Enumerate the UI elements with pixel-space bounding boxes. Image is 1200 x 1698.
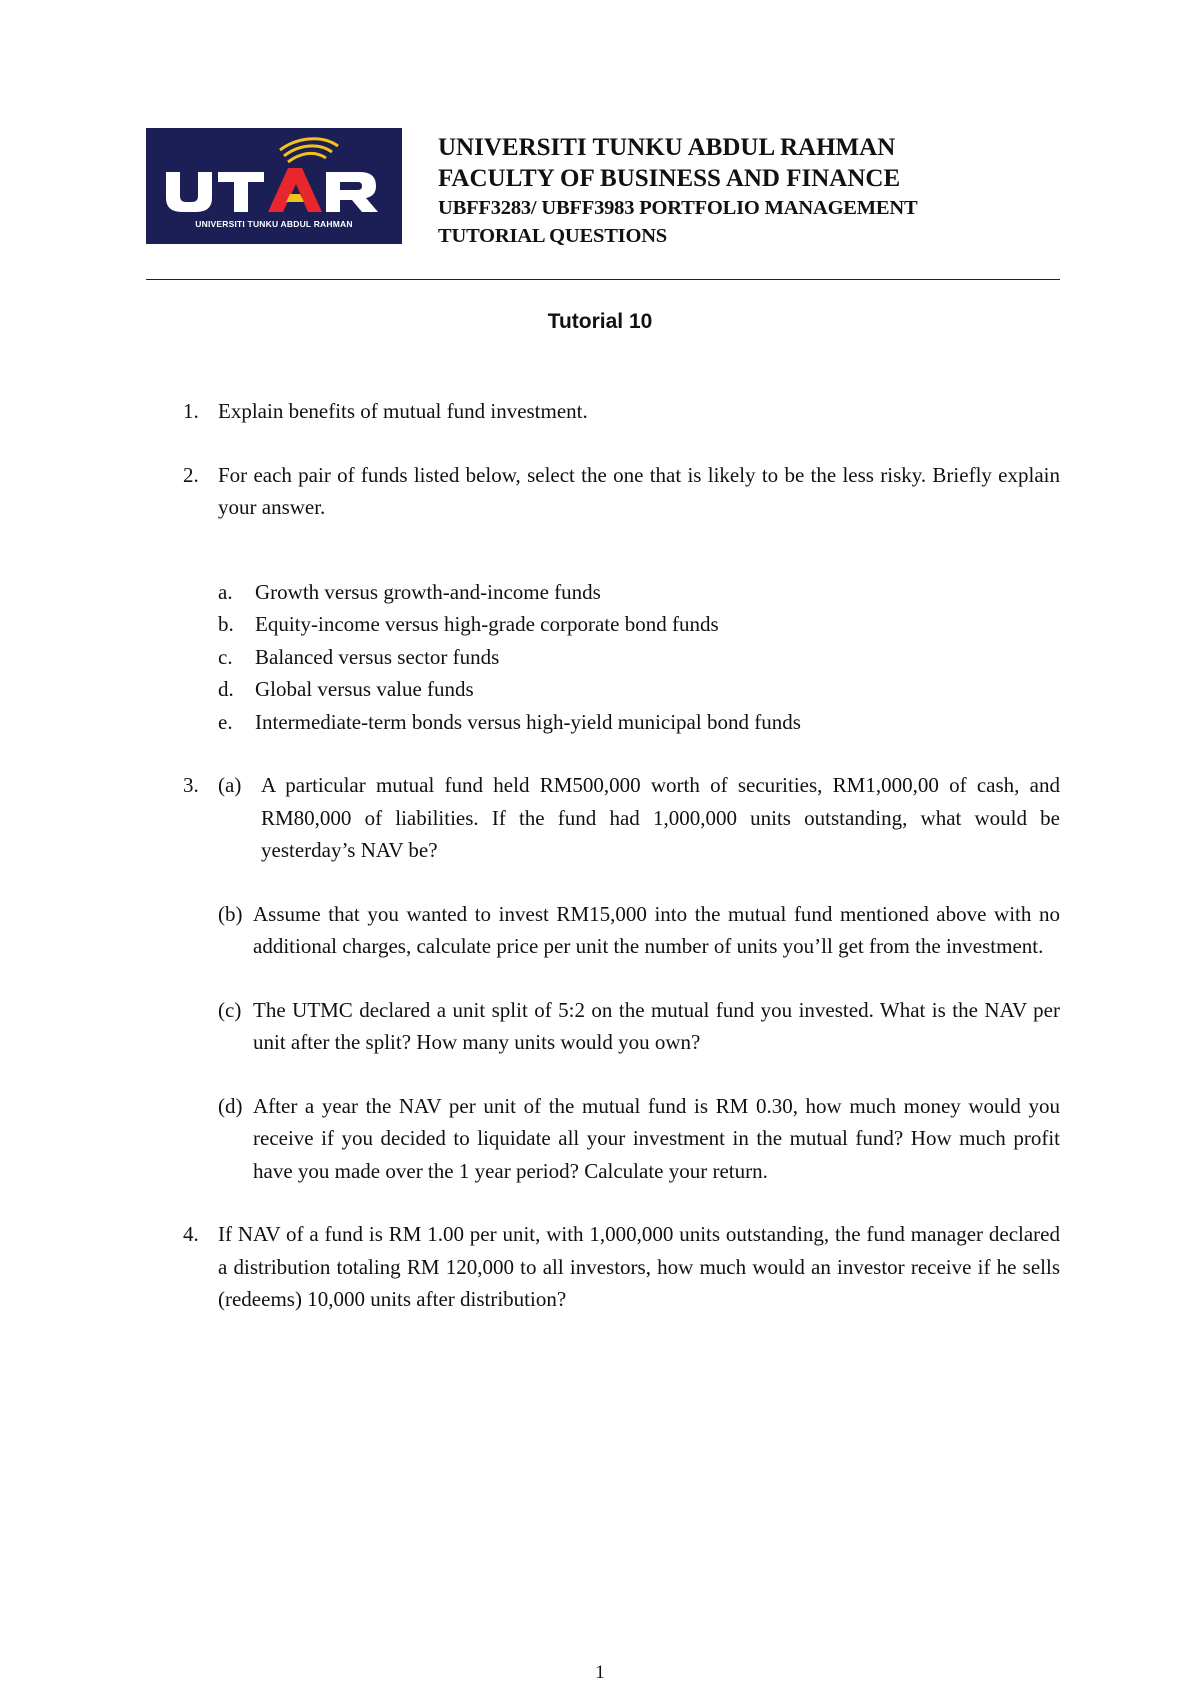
item-text: Balanced versus sector funds <box>255 644 500 669</box>
list-item <box>146 673 1060 706</box>
part-text: A particular mutual fund held RM500,000 worth of securities, RM1,000,00 of cash, and RM80,000 of liabilities. If the fund had 1,000,000 units outstanding, what would be yesterday’s NAV be? <box>261 773 1060 862</box>
item-letter: c. <box>218 644 233 669</box>
part-label: (a) <box>218 773 242 797</box>
item-text: Growth versus growth-and-income funds <box>255 579 601 604</box>
header-divider <box>146 279 1060 280</box>
item-text: Equity-income versus high-grade corporate bond funds <box>255 612 719 636</box>
question-number: 1. <box>183 399 199 423</box>
logo-subtext: UNIVERSITI TUNKU ABDUL RAHMAN <box>195 219 353 229</box>
document-header <box>146 128 1058 248</box>
question-4 <box>146 1218 1060 1316</box>
item-letter: d. <box>218 677 234 701</box>
list-item <box>146 706 1060 739</box>
question-3 <box>146 769 1060 1187</box>
institution-block <box>438 132 1058 250</box>
document-type: TUTORIAL QUESTIONS <box>438 225 668 247</box>
item-text: Intermediate-term bonds versus high-yield municipal bond funds <box>255 709 801 734</box>
part-text: Assume that you wanted to invest RM15,000 into the mutual fund mentioned above with no additional charges, calculate price per unit the number of units you’ll get from the investment. <box>253 901 1060 958</box>
utar-logo <box>146 128 402 244</box>
question-2 <box>146 459 1060 524</box>
part-text: The UTMC declared a unit split of 5:2 on the mutual fund you invested. What is the NAV per unit after the split? How many units would you own? <box>253 997 1060 1054</box>
questions-body <box>146 395 1060 1316</box>
question-number: 3. <box>183 773 199 797</box>
question-text: For each pair of funds listed below, select the one that is likely to be the less risky. Briefly explain your answer. <box>218 462 1060 519</box>
list-item <box>146 641 1060 674</box>
part-label: (b) <box>218 901 243 926</box>
question-3c <box>146 994 1060 1059</box>
tutorial-title: Tutorial 10 <box>547 310 653 333</box>
question-1 <box>146 395 1060 428</box>
part-label: (c) <box>218 997 242 1022</box>
item-letter: e. <box>218 709 233 734</box>
question-text: Explain benefits of mutual fund investment. <box>218 399 588 423</box>
question-number: 2. <box>183 462 199 487</box>
question-3a <box>146 769 1060 867</box>
question-number: 4. <box>183 1222 199 1246</box>
part-label: (d) <box>218 1093 243 1118</box>
list-item <box>146 576 1060 609</box>
page-number: 1 <box>595 1662 605 1683</box>
item-letter: a. <box>218 579 233 604</box>
question-text: If NAV of a fund is RM 1.00 per unit, with 1,000,000 units outstanding, the fund manager declared a distribution totaling RM 120,000 to all investors, how much would an investor receive if he sells (redeems) 10,000 units after distribution? <box>218 1222 1060 1311</box>
university-name: UNIVERSITI TUNKU ABDUL RAHMAN <box>438 134 896 161</box>
question-3b <box>146 898 1060 963</box>
fund-pairs-list <box>146 576 1060 739</box>
faculty-name: FACULTY OF BUSINESS AND FINANCE <box>438 165 901 192</box>
question-3d <box>146 1090 1060 1188</box>
list-item <box>146 608 1060 641</box>
item-text: Global versus value funds <box>255 677 474 701</box>
course-title: UBFF3283/ UBFF3983 PORTFOLIO MANAGEMENT <box>438 197 918 219</box>
part-text: After a year the NAV per unit of the mutual fund is RM 0.30, how much money would you receive if you decided to liquidate all your investment in the mutual fund? How much profit have you made over the 1 year period? Calculate your return. <box>253 1093 1060 1183</box>
item-letter: b. <box>218 612 234 636</box>
